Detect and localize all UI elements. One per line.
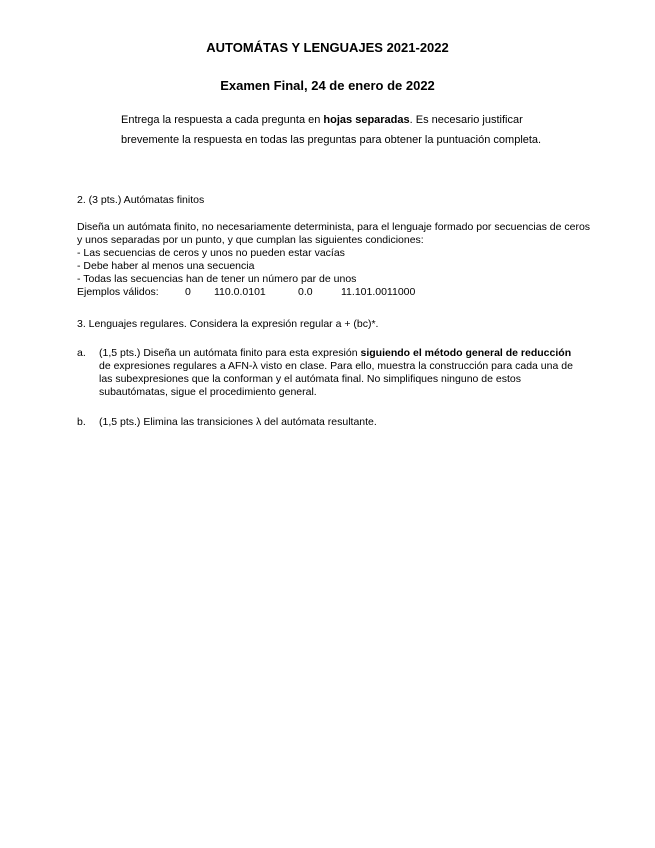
instructions [121, 110, 551, 150]
question-2-statement: Diseña un autómata finito, no necesariamente determinista, para el lenguaje formado por secuencias de ceros y unos separadas por un punto, y que cumplan las siguientes condiciones: [77, 221, 591, 246]
question-3b-label: b. [77, 416, 86, 428]
condition-item: - Todas las secuencias han de tener un número par de unos [77, 273, 357, 285]
question-3b [77, 416, 577, 429]
examples-label: Ejemplos válidos: [77, 286, 159, 298]
example-item: 110.0.0101 [214, 286, 266, 298]
question-3b-text: (1,5 pts.) Elimina las transiciones λ del autómata resultante. [99, 416, 377, 428]
instructions-text-2: . Es necesario justificar brevemente la respuesta en todas las preguntas para obtener la puntuación completa. [121, 114, 542, 146]
question-3-heading: 3. Lenguajes regulares. Considera la expresión regular a + (bc)*. [77, 318, 379, 330]
examples-row [77, 286, 597, 299]
course-title: AUTOMÁTAS Y LENGUAJES 2021-2022 [206, 40, 449, 55]
question-3a-text-1: (1,5 pts.) Diseña un autómata finito para esta expresión [99, 347, 361, 359]
example-item: 11.101.0011000 [341, 286, 416, 298]
question-3a-label: a. [77, 347, 86, 359]
question-2-heading: 2. (3 pts.) Autómatas finitos [77, 194, 205, 206]
instructions-text-1: Entrega la respuesta a cada pregunta en [121, 114, 324, 126]
example-item: 0 [185, 286, 191, 298]
example-item: 0.0 [298, 286, 313, 298]
condition-item: - Las secuencias de ceros y unos no pueden estar vacías [77, 247, 345, 259]
condition-item: - Debe haber al menos una secuencia [77, 260, 255, 272]
question-3a-text [99, 347, 577, 399]
instructions-bold: hojas separadas [323, 114, 410, 126]
question-3a-text-2: de expresiones regulares a AFN-λ visto en clase. Para ello, muestra la construcción para cada una de las subexpresiones que la conforman y el autómata final. No simplifiques ninguno de estos subautómatas, sigue el procedimiento general. [99, 360, 573, 398]
question-3a [77, 347, 577, 399]
question-2-body [77, 221, 597, 299]
exam-title: Examen Final, 24 de enero de 2022 [220, 78, 435, 93]
question-3a-bold: siguiendo el método general de reducción [360, 347, 572, 359]
